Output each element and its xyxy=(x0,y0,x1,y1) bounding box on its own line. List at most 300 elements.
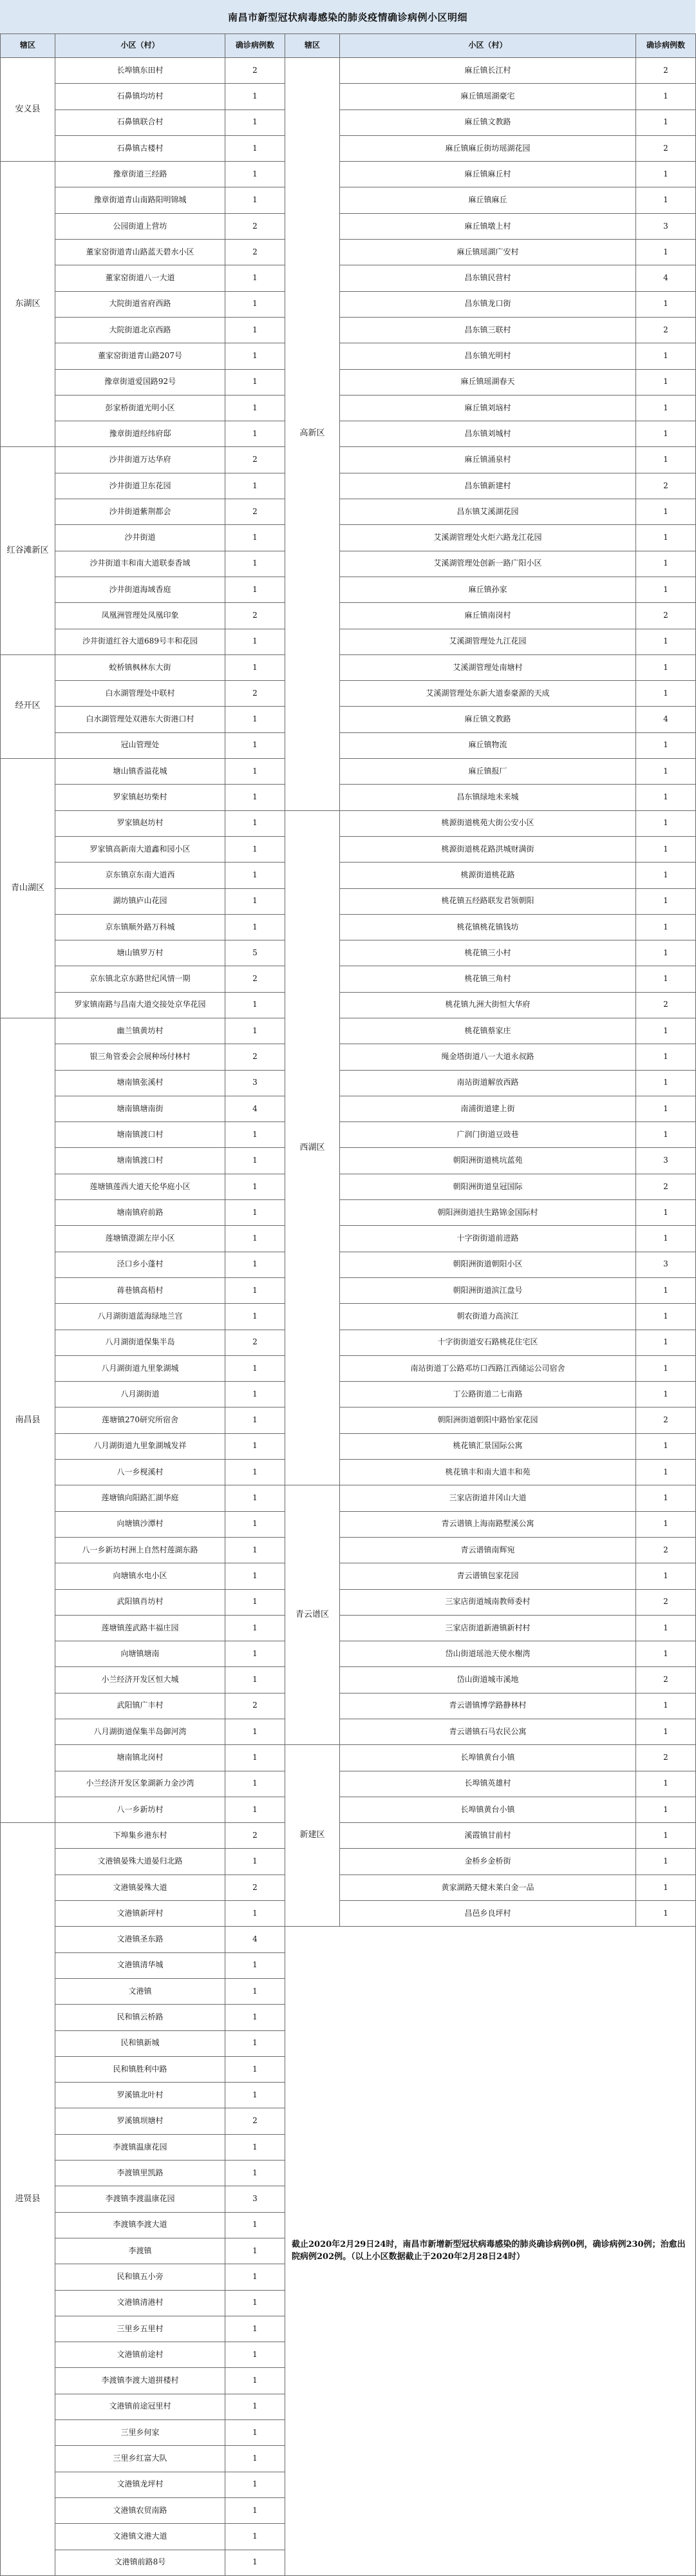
community-cell: 麻丘镇瑶湖豪宅 xyxy=(340,84,636,110)
table-row xyxy=(1,992,696,1018)
community-cell: 岱山街道城市溪地 xyxy=(340,1667,636,1693)
community-cell: 青云谱镇上海南路墅溪公寓 xyxy=(340,1511,636,1537)
case-count-cell: 1 xyxy=(225,914,285,940)
community-cell: 麻丘镇麻丘街坊瑶湖花园 xyxy=(340,135,636,161)
table-row xyxy=(1,1589,696,1615)
community-cell: 向塘镇塘南 xyxy=(55,1641,225,1667)
table-row xyxy=(1,1485,696,1511)
community-cell: 沙井街道海域香庭 xyxy=(55,577,225,602)
community-cell: 八月湖街道保集半岛 xyxy=(55,1330,225,1355)
community-cell: 麻丘镇瑶湖春天 xyxy=(340,369,636,395)
case-count-cell: 1 xyxy=(225,343,285,369)
community-cell: 莲塘镇270研究所宿舍 xyxy=(55,1407,225,1433)
community-cell: 丁公路街道二七南路 xyxy=(340,1382,636,1407)
community-cell: 幽兰镇黄坊村 xyxy=(55,1018,225,1044)
case-count-cell: 1 xyxy=(636,1382,696,1407)
community-cell: 桃花镇桃花镇钱坊 xyxy=(340,914,636,940)
community-cell: 民和镇胜利中路 xyxy=(55,2056,225,2082)
table-row xyxy=(1,1667,696,1693)
case-count-cell: 1 xyxy=(636,1044,696,1070)
case-count-cell: 1 xyxy=(225,1226,285,1252)
case-count-cell: 1 xyxy=(225,785,285,810)
table-row xyxy=(1,1070,696,1096)
case-count-cell: 1 xyxy=(225,810,285,836)
case-count-cell: 1 xyxy=(636,1875,696,1900)
community-cell: 昌东镇绿地未来城 xyxy=(340,785,636,810)
case-count-cell: 1 xyxy=(636,759,696,785)
community-cell: 广润门街道豆豉巷 xyxy=(340,1122,636,1148)
case-count-cell: 1 xyxy=(636,1355,696,1381)
table-row xyxy=(1,395,696,421)
community-cell: 沙井街道 xyxy=(55,525,225,551)
case-count-cell: 4 xyxy=(636,707,696,732)
case-count-cell: 1 xyxy=(225,629,285,654)
case-count-cell: 2 xyxy=(225,2108,285,2134)
case-count-cell: 2 xyxy=(225,58,285,84)
case-count-cell: 1 xyxy=(636,525,696,551)
case-count-cell: 1 xyxy=(636,1719,696,1745)
case-count-cell: 1 xyxy=(636,291,696,317)
case-count-cell: 2 xyxy=(225,447,285,473)
case-count-cell: 1 xyxy=(636,966,696,992)
table-row xyxy=(1,240,696,265)
case-count-cell: 2 xyxy=(636,992,696,1018)
case-count-cell: 3 xyxy=(225,1070,285,1096)
case-count-cell: 1 xyxy=(225,2497,285,2523)
community-cell: 艾溪湖管理处南塘村 xyxy=(340,654,636,680)
community-cell: 桃花镇五经路联发君领朝阳 xyxy=(340,888,636,914)
community-cell: 朝阳洲街道朝阳中路怡家花园 xyxy=(340,1407,636,1433)
community-cell: 麻丘镇涌泉村 xyxy=(340,447,636,473)
community-cell: 文港镇龙坪村 xyxy=(55,2472,225,2497)
community-cell: 罗家镇南路与昌南大道交接处京华花园 xyxy=(55,992,225,1018)
table-row xyxy=(1,1927,696,1952)
header-row xyxy=(1,34,696,58)
community-cell: 八月湖街道保集半岛御河湾 xyxy=(55,1719,225,1745)
table-row xyxy=(1,1901,696,1927)
case-count-cell: 1 xyxy=(225,992,285,1018)
community-cell: 塘山镇香溢花城 xyxy=(55,759,225,785)
community-cell: 豫章街道经纬府邸 xyxy=(55,421,225,447)
community-cell: 沙井街道万达华府 xyxy=(55,447,225,473)
case-count-cell: 1 xyxy=(636,1771,696,1797)
community-cell: 艾溪湖管理处创新一路广阳小区 xyxy=(340,551,636,577)
table-row xyxy=(1,551,696,577)
community-cell: 蛟桥镇枫林东大街 xyxy=(55,654,225,680)
community-cell: 石鼻镇古楼村 xyxy=(55,135,225,161)
table-row xyxy=(1,629,696,654)
case-count-cell: 4 xyxy=(225,1927,285,1952)
case-count-cell: 1 xyxy=(636,551,696,577)
community-cell: 八月湖街道九里象湖城发祥 xyxy=(55,1433,225,1459)
community-cell: 石鼻镇联合村 xyxy=(55,110,225,135)
community-cell: 罗家镇赵坊柴村 xyxy=(55,785,225,810)
community-cell: 小兰经济开发区恒大城 xyxy=(55,1667,225,1693)
case-count-cell: 1 xyxy=(225,1355,285,1381)
community-cell: 京东镇北京东路世纪风情一期 xyxy=(55,966,225,992)
summary-note: 截止2020年2月29日24时，南昌市新增新型冠状病毒感染的肺炎确诊病例0例，确诊病例230例；治愈出院病例202例。（以上小区数据截止于2020年2月28日24时） xyxy=(285,1927,696,2575)
case-count-cell: 1 xyxy=(636,863,696,888)
table-row xyxy=(1,162,696,187)
case-count-cell: 5 xyxy=(225,940,285,966)
community-cell: 昌邑乡良坪村 xyxy=(340,1901,636,1927)
case-count-cell: 2 xyxy=(225,240,285,265)
case-count-cell: 1 xyxy=(225,2161,285,2186)
community-cell: 朝阳洲街道扶生路锦金国际村 xyxy=(340,1200,636,1226)
case-count-cell: 1 xyxy=(225,525,285,551)
community-cell: 李渡镇里凯路 xyxy=(55,2161,225,2186)
table-row xyxy=(1,707,696,732)
community-cell: 塘南镇塘南街 xyxy=(55,1096,225,1121)
community-cell: 董家窑街道青山路207号 xyxy=(55,343,225,369)
community-cell: 文港镇圣东路 xyxy=(55,1927,225,1952)
community-cell: 八一乡新坊村洲上自然村莲湖东路 xyxy=(55,1537,225,1563)
community-cell: 八月湖街道蓝海绿地兰宫 xyxy=(55,1304,225,1330)
table-row xyxy=(1,681,696,707)
case-count-cell: 1 xyxy=(225,110,285,135)
table-row xyxy=(1,58,696,84)
community-cell: 昌东镇光明村 xyxy=(340,343,636,369)
community-cell: 昌东镇龙口街 xyxy=(340,291,636,317)
case-count-cell: 1 xyxy=(225,2342,285,2368)
table-row xyxy=(1,1511,696,1537)
table-row xyxy=(1,213,696,239)
case-count-cell: 1 xyxy=(636,1693,696,1719)
community-cell: 长埠镇英雄村 xyxy=(340,1771,636,1797)
community-cell: 民和镇云桥路 xyxy=(55,2005,225,2030)
table-row xyxy=(1,421,696,447)
case-count-cell: 2 xyxy=(636,1667,696,1693)
community-cell: 文港镇前途冠里村 xyxy=(55,2394,225,2419)
community-cell: 昌东镇民营村 xyxy=(340,265,636,291)
community-cell: 罗溪镇北叶村 xyxy=(55,2083,225,2108)
case-count-cell: 1 xyxy=(225,2368,285,2394)
community-cell: 文港镇晏殊大道 xyxy=(55,1875,225,1900)
table-row xyxy=(1,369,696,395)
header-district: 辖区 xyxy=(1,34,55,58)
case-count-cell: 1 xyxy=(225,836,285,862)
community-cell: 董家窑街道青山路蓝天碧水小区 xyxy=(55,240,225,265)
table-row xyxy=(1,265,696,291)
case-count-cell: 1 xyxy=(636,1070,696,1096)
case-count-cell: 1 xyxy=(636,1330,696,1355)
community-cell: 艾溪湖管理处九江花园 xyxy=(340,629,636,654)
community-cell: 石鼻镇均坊村 xyxy=(55,84,225,110)
case-count-cell: 2 xyxy=(636,1174,696,1199)
community-cell: 桃源街道桃苑大街公安小区 xyxy=(340,810,636,836)
case-count-cell: 1 xyxy=(225,2550,285,2575)
case-count-cell: 1 xyxy=(636,240,696,265)
community-cell: 莲塘镇莲西大道天伦华庭小区 xyxy=(55,1174,225,1199)
case-count-cell: 1 xyxy=(225,2316,285,2342)
community-cell: 京东镇京东南大道西 xyxy=(55,863,225,888)
community-cell: 沙井街道卫东花园 xyxy=(55,473,225,499)
community-cell: 莲塘镇澄湖左岸小区 xyxy=(55,1226,225,1252)
table-row xyxy=(1,499,696,525)
case-count-cell: 1 xyxy=(225,1771,285,1797)
table-row xyxy=(1,1330,696,1355)
community-cell: 昌东镇三联村 xyxy=(340,317,636,343)
community-cell: 罗家镇赵坊村 xyxy=(55,810,225,836)
community-cell: 向塘镇水电小区 xyxy=(55,1563,225,1589)
community-cell: 文港镇文港大道 xyxy=(55,2524,225,2550)
case-count-cell: 1 xyxy=(636,110,696,135)
table-row xyxy=(1,1719,696,1745)
case-count-cell: 1 xyxy=(225,863,285,888)
community-cell: 湖坊镇庐山花园 xyxy=(55,888,225,914)
community-cell: 八一乡新坊村 xyxy=(55,1797,225,1822)
case-count-cell: 3 xyxy=(636,1252,696,1277)
case-count-cell: 1 xyxy=(636,732,696,758)
table-row xyxy=(1,603,696,629)
table-row xyxy=(1,966,696,992)
community-cell: 李渡镇李渡温康花园 xyxy=(55,2186,225,2212)
header-count: 确诊病例数 xyxy=(225,34,285,58)
table-row xyxy=(1,135,696,161)
community-cell: 民和镇新城 xyxy=(55,2030,225,2056)
district-cell: 东湖区 xyxy=(1,162,55,447)
table-row xyxy=(1,1304,696,1330)
community-cell: 桃花镇九洲大街恒大华府 xyxy=(340,992,636,1018)
case-count-cell: 1 xyxy=(636,577,696,602)
case-count-cell: 1 xyxy=(225,1667,285,1693)
community-cell: 凤凰洲管理处凤凰印象 xyxy=(55,603,225,629)
case-count-cell: 1 xyxy=(636,1460,696,1485)
community-cell: 文港镇清华城 xyxy=(55,1952,225,1978)
case-count-cell: 1 xyxy=(225,1615,285,1641)
case-count-cell: 1 xyxy=(225,1952,285,1978)
case-count-cell: 2 xyxy=(225,1693,285,1719)
table-row xyxy=(1,1382,696,1407)
case-count-cell: 2 xyxy=(225,1044,285,1070)
community-cell: 朝阳洲街道皇冠国际 xyxy=(340,1174,636,1199)
case-count-cell: 1 xyxy=(225,1563,285,1589)
community-cell: 塘南镇渡口村 xyxy=(55,1148,225,1174)
community-cell: 绳金塔街道八一大道永叔路 xyxy=(340,1044,636,1070)
case-count-cell: 1 xyxy=(225,1849,285,1875)
case-count-cell: 1 xyxy=(636,940,696,966)
case-count-cell: 1 xyxy=(225,1252,285,1277)
community-cell: 蒋巷镇高梧村 xyxy=(55,1277,225,1303)
case-count-cell: 1 xyxy=(225,1537,285,1563)
community-cell: 麻丘镇孙家 xyxy=(340,577,636,602)
case-count-cell: 1 xyxy=(225,265,285,291)
table-row xyxy=(1,110,696,135)
community-cell: 三里乡五里村 xyxy=(55,2316,225,2342)
case-count-cell: 1 xyxy=(636,1485,696,1511)
case-count-cell: 2 xyxy=(225,499,285,525)
community-cell: 长埠镇东田村 xyxy=(55,58,225,84)
case-count-cell: 1 xyxy=(225,395,285,421)
case-count-cell: 1 xyxy=(636,1200,696,1226)
case-count-cell: 1 xyxy=(636,1018,696,1044)
community-cell: 麻丘镇长江村 xyxy=(340,58,636,84)
community-cell: 长埠镇黄台小镇 xyxy=(340,1797,636,1822)
community-cell: 青云谱镇石马农民公寓 xyxy=(340,1719,636,1745)
community-cell: 朝农街道力高滨江 xyxy=(340,1304,636,1330)
case-count-cell: 2 xyxy=(225,681,285,707)
community-cell: 文港镇前路8号 xyxy=(55,2550,225,2575)
case-count-cell: 2 xyxy=(636,1407,696,1433)
community-cell: 白水湖管理处中联村 xyxy=(55,681,225,707)
community-cell: 桃源街道桃花路洪城财满街 xyxy=(340,836,636,862)
case-count-cell: 1 xyxy=(225,654,285,680)
case-count-cell: 1 xyxy=(636,1122,696,1148)
case-count-cell: 1 xyxy=(225,1589,285,1615)
case-count-cell: 1 xyxy=(225,1485,285,1511)
community-cell: 三里乡红富大队 xyxy=(55,2446,225,2472)
district-cell: 青云谱区 xyxy=(285,1485,340,1745)
table-row xyxy=(1,1407,696,1433)
community-cell: 豫章街道三经路 xyxy=(55,162,225,187)
community-cell: 塘南镇北岗村 xyxy=(55,1745,225,1771)
community-cell: 董家窑街道八一大道 xyxy=(55,265,225,291)
case-count-cell: 2 xyxy=(636,1589,696,1615)
community-cell: 塘南镇渡口村 xyxy=(55,1122,225,1148)
case-count-cell: 1 xyxy=(636,187,696,213)
community-cell: 昌东镇新建村 xyxy=(340,473,636,499)
community-cell: 白水湖管理处双港东大街港口村 xyxy=(55,707,225,732)
case-count-cell: 1 xyxy=(225,2446,285,2472)
community-cell: 麻丘镇刘垴村 xyxy=(340,395,636,421)
case-count-cell: 1 xyxy=(225,1901,285,1927)
community-cell: 塘南镇府前路 xyxy=(55,1200,225,1226)
case-count-cell: 2 xyxy=(225,213,285,239)
case-count-cell: 1 xyxy=(225,2290,285,2316)
case-count-cell: 1 xyxy=(636,629,696,654)
table-row xyxy=(1,1252,696,1277)
community-cell: 朝阳洲街道朝阳小区 xyxy=(340,1252,636,1277)
community-cell: 李渡镇温康花园 xyxy=(55,2134,225,2160)
table-row xyxy=(1,1018,696,1044)
header-district: 辖区 xyxy=(285,34,340,58)
case-count-cell: 1 xyxy=(225,2005,285,2030)
community-cell: 麻丘镇南岗村 xyxy=(340,603,636,629)
case-count-cell: 1 xyxy=(225,1641,285,1667)
community-cell: 李渡镇 xyxy=(55,2238,225,2264)
case-count-cell: 1 xyxy=(636,1433,696,1459)
community-cell: 文港镇晏殊大道晏归北路 xyxy=(55,1849,225,1875)
case-count-cell: 1 xyxy=(225,2030,285,2056)
community-cell: 向塘镇沙潭村 xyxy=(55,1511,225,1537)
community-cell: 黄家湖路天健未莱白金一品 xyxy=(340,1875,636,1900)
case-count-cell: 1 xyxy=(636,1226,696,1252)
case-count-cell: 1 xyxy=(225,473,285,499)
case-count-cell: 1 xyxy=(225,707,285,732)
table-row xyxy=(1,785,696,810)
community-cell: 公园街道上营坊 xyxy=(55,213,225,239)
case-count-cell: 1 xyxy=(636,836,696,862)
case-count-cell: 1 xyxy=(225,1304,285,1330)
case-table xyxy=(0,33,696,2576)
case-count-cell: 2 xyxy=(225,1330,285,1355)
community-cell: 豫章街道青山南路阳明锦城 xyxy=(55,187,225,213)
community-cell: 沙井街道紫荆都会 xyxy=(55,499,225,525)
community-cell: 八一乡枧溪村 xyxy=(55,1460,225,1485)
community-cell: 长埠镇黄台小镇 xyxy=(340,1745,636,1771)
district-cell: 青山湖区 xyxy=(1,759,55,1018)
case-count-cell: 1 xyxy=(225,888,285,914)
community-cell: 艾溪湖管理处东新大道泰豪源的天成 xyxy=(340,681,636,707)
case-count-cell: 1 xyxy=(225,1745,285,1771)
community-cell: 青云谱镇博学路静林村 xyxy=(340,1693,636,1719)
case-count-cell: 1 xyxy=(636,888,696,914)
case-count-cell: 2 xyxy=(636,603,696,629)
case-count-cell: 1 xyxy=(225,759,285,785)
case-count-cell: 1 xyxy=(636,914,696,940)
case-count-cell: 1 xyxy=(636,1563,696,1589)
community-cell: 金桥乡金桥街 xyxy=(340,1849,636,1875)
case-count-cell: 1 xyxy=(225,2083,285,2108)
table-row xyxy=(1,759,696,785)
community-cell: 桃花镇三角村 xyxy=(340,966,636,992)
case-count-cell: 2 xyxy=(225,1823,285,1849)
case-count-cell: 2 xyxy=(636,317,696,343)
case-count-cell: 3 xyxy=(636,1148,696,1174)
case-count-cell: 1 xyxy=(636,1511,696,1537)
case-count-cell: 1 xyxy=(225,1174,285,1199)
community-cell: 塘山镇罗万村 xyxy=(55,940,225,966)
case-count-cell: 1 xyxy=(225,732,285,758)
table-row xyxy=(1,732,696,758)
community-cell: 昌东镇艾溪湖花园 xyxy=(340,499,636,525)
case-count-cell: 1 xyxy=(636,1641,696,1667)
case-count-cell: 1 xyxy=(636,1304,696,1330)
community-cell: 文港镇前途村 xyxy=(55,2342,225,2368)
case-count-cell: 2 xyxy=(636,58,696,84)
case-count-cell: 1 xyxy=(636,162,696,187)
table-row xyxy=(1,1174,696,1199)
case-count-cell: 2 xyxy=(636,473,696,499)
community-cell: 莲塘镇莲武路丰福庄园 xyxy=(55,1615,225,1641)
header-community: 小区（村） xyxy=(340,34,636,58)
community-cell: 麻丘镇麻丘 xyxy=(340,187,636,213)
community-cell: 麻丘镇物流 xyxy=(340,732,636,758)
community-cell: 十字街街道前进路 xyxy=(340,1226,636,1252)
case-count-cell: 2 xyxy=(225,603,285,629)
case-count-cell: 1 xyxy=(225,1407,285,1433)
case-count-cell: 2 xyxy=(225,1875,285,1900)
case-count-cell: 1 xyxy=(636,1823,696,1849)
case-count-cell: 1 xyxy=(225,2134,285,2160)
case-count-cell: 1 xyxy=(225,2394,285,2419)
table-row xyxy=(1,1797,696,1822)
community-cell: 南浦街道建上街 xyxy=(340,1096,636,1121)
page-title: 南昌市新型冠状病毒感染的肺炎疫情确诊病例小区明细 xyxy=(0,0,695,35)
table-row xyxy=(1,654,696,680)
case-count-cell: 2 xyxy=(636,1745,696,1771)
community-cell: 桃花镇汇景国际公寓 xyxy=(340,1433,636,1459)
community-cell: 沙井街道红谷大道689号丰和花园 xyxy=(55,629,225,654)
community-cell: 麻丘镇报厂 xyxy=(340,759,636,785)
case-count-cell: 1 xyxy=(225,2420,285,2446)
district-cell: 西湖区 xyxy=(285,810,340,1485)
case-count-cell: 1 xyxy=(225,2212,285,2238)
case-count-cell: 1 xyxy=(636,681,696,707)
district-cell: 经开区 xyxy=(1,654,55,758)
table-row xyxy=(1,888,696,914)
table-row xyxy=(1,940,696,966)
table-row xyxy=(1,525,696,551)
table-row xyxy=(1,1823,696,1849)
community-cell: 麻丘镇麻丘村 xyxy=(340,162,636,187)
case-count-cell: 1 xyxy=(225,1719,285,1745)
table-row xyxy=(1,836,696,862)
case-count-cell: 1 xyxy=(636,1277,696,1303)
case-count-cell: 1 xyxy=(636,499,696,525)
community-cell: 冠山管理处 xyxy=(55,732,225,758)
case-count-cell: 1 xyxy=(225,1277,285,1303)
